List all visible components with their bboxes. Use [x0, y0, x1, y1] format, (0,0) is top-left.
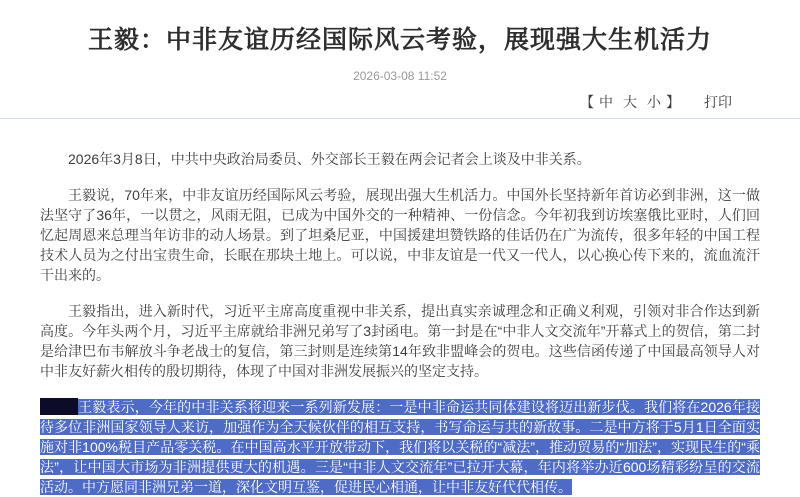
- bracket-close: 】: [666, 94, 680, 110]
- selected-text: 王毅表示，今年的中非关系将迎来一系列新发展：一是中非命运共同体建设将迈出新步伐。我们将在2026年接待多位非洲国家领导人来访，加强作为全天候伙伴的相互支持，书写命运与共的新故事。二是中方将于5月1日全面实施对非100%税目产品零关税。在中国高水平开放带动下，我们将以关税的“减法”，推动贸易的“加法”，实现民生的“乘法”，让中国大市场为非洲提供更大的机遇。三是“中非人文交流年”已拉开大幕，年内将举办近600场精彩纷呈的交流活动。中方愿同非洲兄弟一道，深化文明互鉴，促进民心相通，让中非友好代代相传。: [40, 399, 760, 495]
- publish-date: 2026-03-08 11:52: [353, 69, 447, 83]
- print-button[interactable]: 打印: [704, 94, 732, 110]
- clipped-text-fragment: [8, 0, 79, 4]
- paragraph: 王毅说，70年来，中非友谊历经国际风云考验，展现出强大生机活力。中国外长坚持新年首访必到非洲，这一做法坚守了36年，一以贯之，风雨无阻，已成为中国外交的一种精神、一份信念。今年初我到访埃塞俄比亚时，人们回忆起周恩来总理当年访非的动人场景。到了坦桑尼亚，中国援建坦赞铁路的佳话仍在广为流传，很多年轻的中国工程技术人员为之付出宝贵生命，长眠在那块土地上。可以说，中非友谊是一代又一代人，以心换心传下来的，流血流汗干出来的。: [40, 187, 760, 283]
- font-size-small-button[interactable]: 小: [647, 94, 661, 110]
- page-title: 王毅：中非友谊历经国际风云考验，展现强大生机活力: [87, 26, 712, 54]
- article-body: [0, 119, 800, 497]
- font-size-medium-button[interactable]: 中: [599, 94, 613, 110]
- paragraph: 2026年3月8日，中共中央政治局委员、外交部长王毅在两会记者会上谈及中非关系。: [68, 151, 591, 167]
- article-toolbar: [0, 92, 800, 110]
- paragraph: 王毅指出，进入新时代，习近平主席高度重视中非关系，提出真实亲诚理念和正确义利观，引领对非合作达到新高度。今年头两个月，习近平主席就给非洲兄弟写了3封函电。第一封是在“中非人文交流年”开幕式上的贺信，第二封是给津巴布韦解放斗争老战士的复信，第三封则是连续第14年致非盟峰会的贺电。这些信函传递了中国最高领导人对中非友好薪火相传的殷切期待，体现了中国对非洲发展振兴的坚定支持。: [40, 303, 760, 379]
- article-header: [0, 0, 800, 119]
- selection-indent-block: [40, 398, 78, 415]
- paragraph-selected: [40, 397, 760, 497]
- font-size-large-button[interactable]: 大: [623, 94, 637, 110]
- bracket-open: 【: [580, 94, 594, 110]
